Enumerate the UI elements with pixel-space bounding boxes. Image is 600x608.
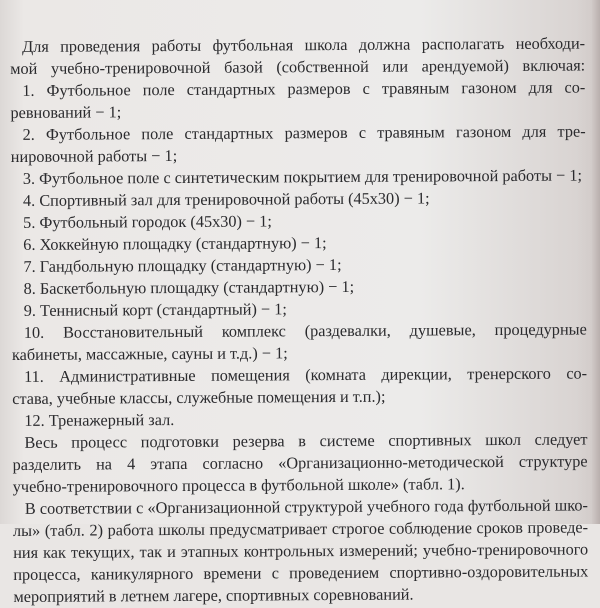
list-item-line: 2. Футбольное поле стандартных размеров с травяным газоном для тре-	[22, 121, 586, 144]
list-item-line: става, учебные классы, служебные помещения и т.п.);	[12, 386, 386, 408]
paragraph-line: Для проведения работы футбольная школа должна располагать необходи-	[22, 33, 586, 56]
paragraph-line: мой учебно-тренировочной базой (собственной или арендуемой) включая:	[10, 55, 586, 78]
list-item-line: 6. Хоккейную площадку (стандартную) − 1;	[23, 233, 327, 254]
list-item-line: 5. Футбольный городок (45х30) − 1;	[23, 211, 272, 232]
list-item-line: 10. Восстановительный комплекс (раздевалки, душевые, процедурные	[23, 319, 587, 342]
page-spine-shadow	[592, 0, 600, 524]
list-item-line: кабинеты, массажные, сауны и т.д.) − 1;	[11, 343, 288, 364]
paragraph-line: ния как текущих, так и этапных контрольных измерений; учебно-тренировочного	[13, 539, 589, 562]
list-item-line: ревнований − 1;	[10, 102, 122, 122]
paragraph-line: разделить на 4 этапа согласно «Организационно-методической структуре	[12, 451, 588, 474]
document-body	[10, 32, 588, 608]
list-item-line: 8. Баскетбольную площадку (стандартную) − 1;	[23, 276, 355, 298]
list-item-line: 11. Административные помещения (комната дирекции, тренерского со-	[24, 363, 588, 386]
paragraph-line: Весь процесс подготовки резерва в системе спортивных школ следует	[24, 429, 588, 452]
paragraph-line: лы» (табл. 2) работа школы предусматривает строгое соблюдение сроков проведе-	[12, 517, 589, 540]
list-item-line: 7. Гандбольную площадку (стандартную) − 1;	[23, 254, 342, 276]
paragraph-line: мероприятий в летнем лагере, спортивных соревнований.	[13, 584, 414, 606]
list-item-line: 9. Теннисный корт (стандартный) − 1;	[23, 299, 287, 320]
paragraph-line: учебно-тренировочного процесса в футбольной школе» (табл. 1).	[12, 474, 465, 496]
list-item-line: 1. Футбольное поле стандартных размеров с травяным газоном для со-	[22, 77, 586, 100]
list-item-line: 12. Тренажерный зал.	[24, 410, 175, 430]
list-item-line: 3. Футбольное поле с синтетическим покрытием для тренировочной работы − 1;	[22, 165, 583, 188]
list-item-line: нировочной работы − 1;	[10, 145, 178, 166]
list-item-line: 4. Спортивный зал для тренировочной работы (45х30) − 1;	[22, 188, 430, 210]
paragraph-line: В соответствии с «Организационной структурой учебного года футбольной шко-	[24, 495, 588, 518]
paragraph-line: процесса, каникулярного времени с проведением спортивно-оздоровительных	[13, 561, 589, 584]
